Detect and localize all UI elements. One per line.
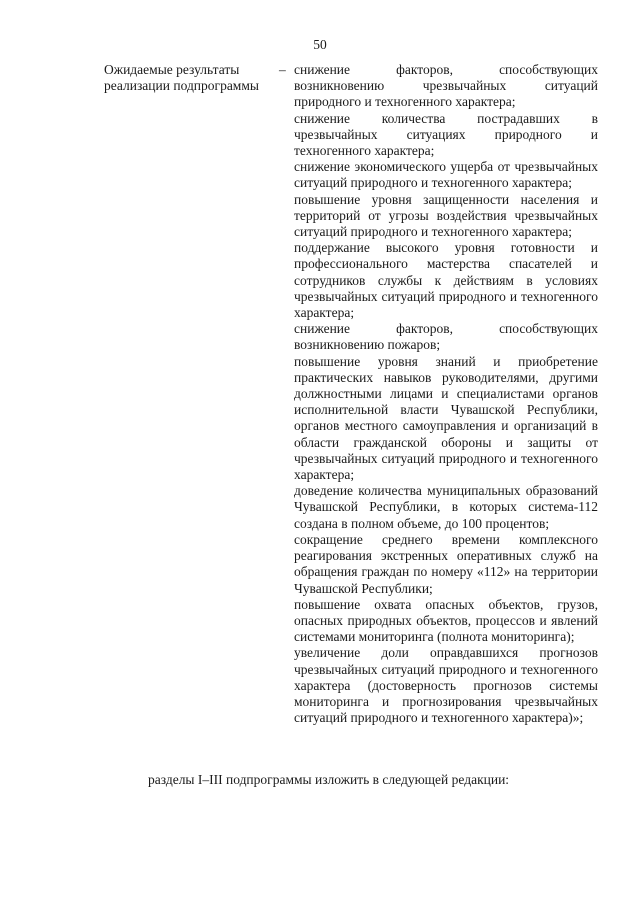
page-number: 50 <box>313 37 327 52</box>
result-item: снижение факторов, способствующих возникновению чрезвычайных ситуаций природного и техногенного характера; <box>294 62 598 110</box>
result-item: повышение охвата опасных объектов, грузов, опасных природных объектов, процессов и явлений системами мониторинга (полнота мониторинга); <box>294 596 598 645</box>
expected-results-label: Ожидаемые результаты реализации подпрограммы <box>104 62 259 94</box>
result-item: увеличение доли оправдавшихся прогнозов чрезвычайных ситуаций природного и техногенного характера (достоверность прогнозов системы мониторинга и прогнозирования чрезвычайных ситуаций природного и техногенного характера)»; <box>294 645 598 726</box>
result-item: повышение уровня знаний и приобретение практических навыков руководителями, другими должностными лицами и специалистами органов исполнительной власти Чувашской Республики, органов местного самоуправления и организаций в области гражданской обороны и защиты от чрезвычайных ситуаций природного и техногенного характера; <box>294 353 598 483</box>
result-item: поддержание высокого уровня готовности и профессионального мастерства спасателей и сотрудников службы к действиям в условиях чрезвычайных ситуаций природного и техногенного характера; <box>294 240 598 321</box>
separator-dash: – <box>279 62 286 77</box>
result-item: снижение количества пострадавших в чрезвычайных ситуациях природного и техногенного характера; <box>294 110 598 159</box>
result-item: снижение факторов, способствующих возникновению пожаров; <box>294 321 598 353</box>
expected-results-list <box>294 62 598 726</box>
result-item: снижение экономического ущерба от чрезвычайных ситуаций природного и техногенного характера; <box>294 159 598 191</box>
result-item: повышение уровня защищенности населения и территорий от угрозы воздействия чрезвычайных ситуаций природного и техногенного характера; <box>294 191 598 240</box>
result-item: сокращение среднего времени комплексного реагирования экстренных оперативных служб на обращения граждан по номеру «112» на территории Чувашской Республики; <box>294 531 598 596</box>
result-item: доведение количества муниципальных образований Чувашской Республики, в которых система-112 создана в полном объеме, до 100 процентов; <box>294 483 598 531</box>
footer-paragraph: разделы I–III подпрограммы изложить в следующей редакции: <box>148 772 510 787</box>
